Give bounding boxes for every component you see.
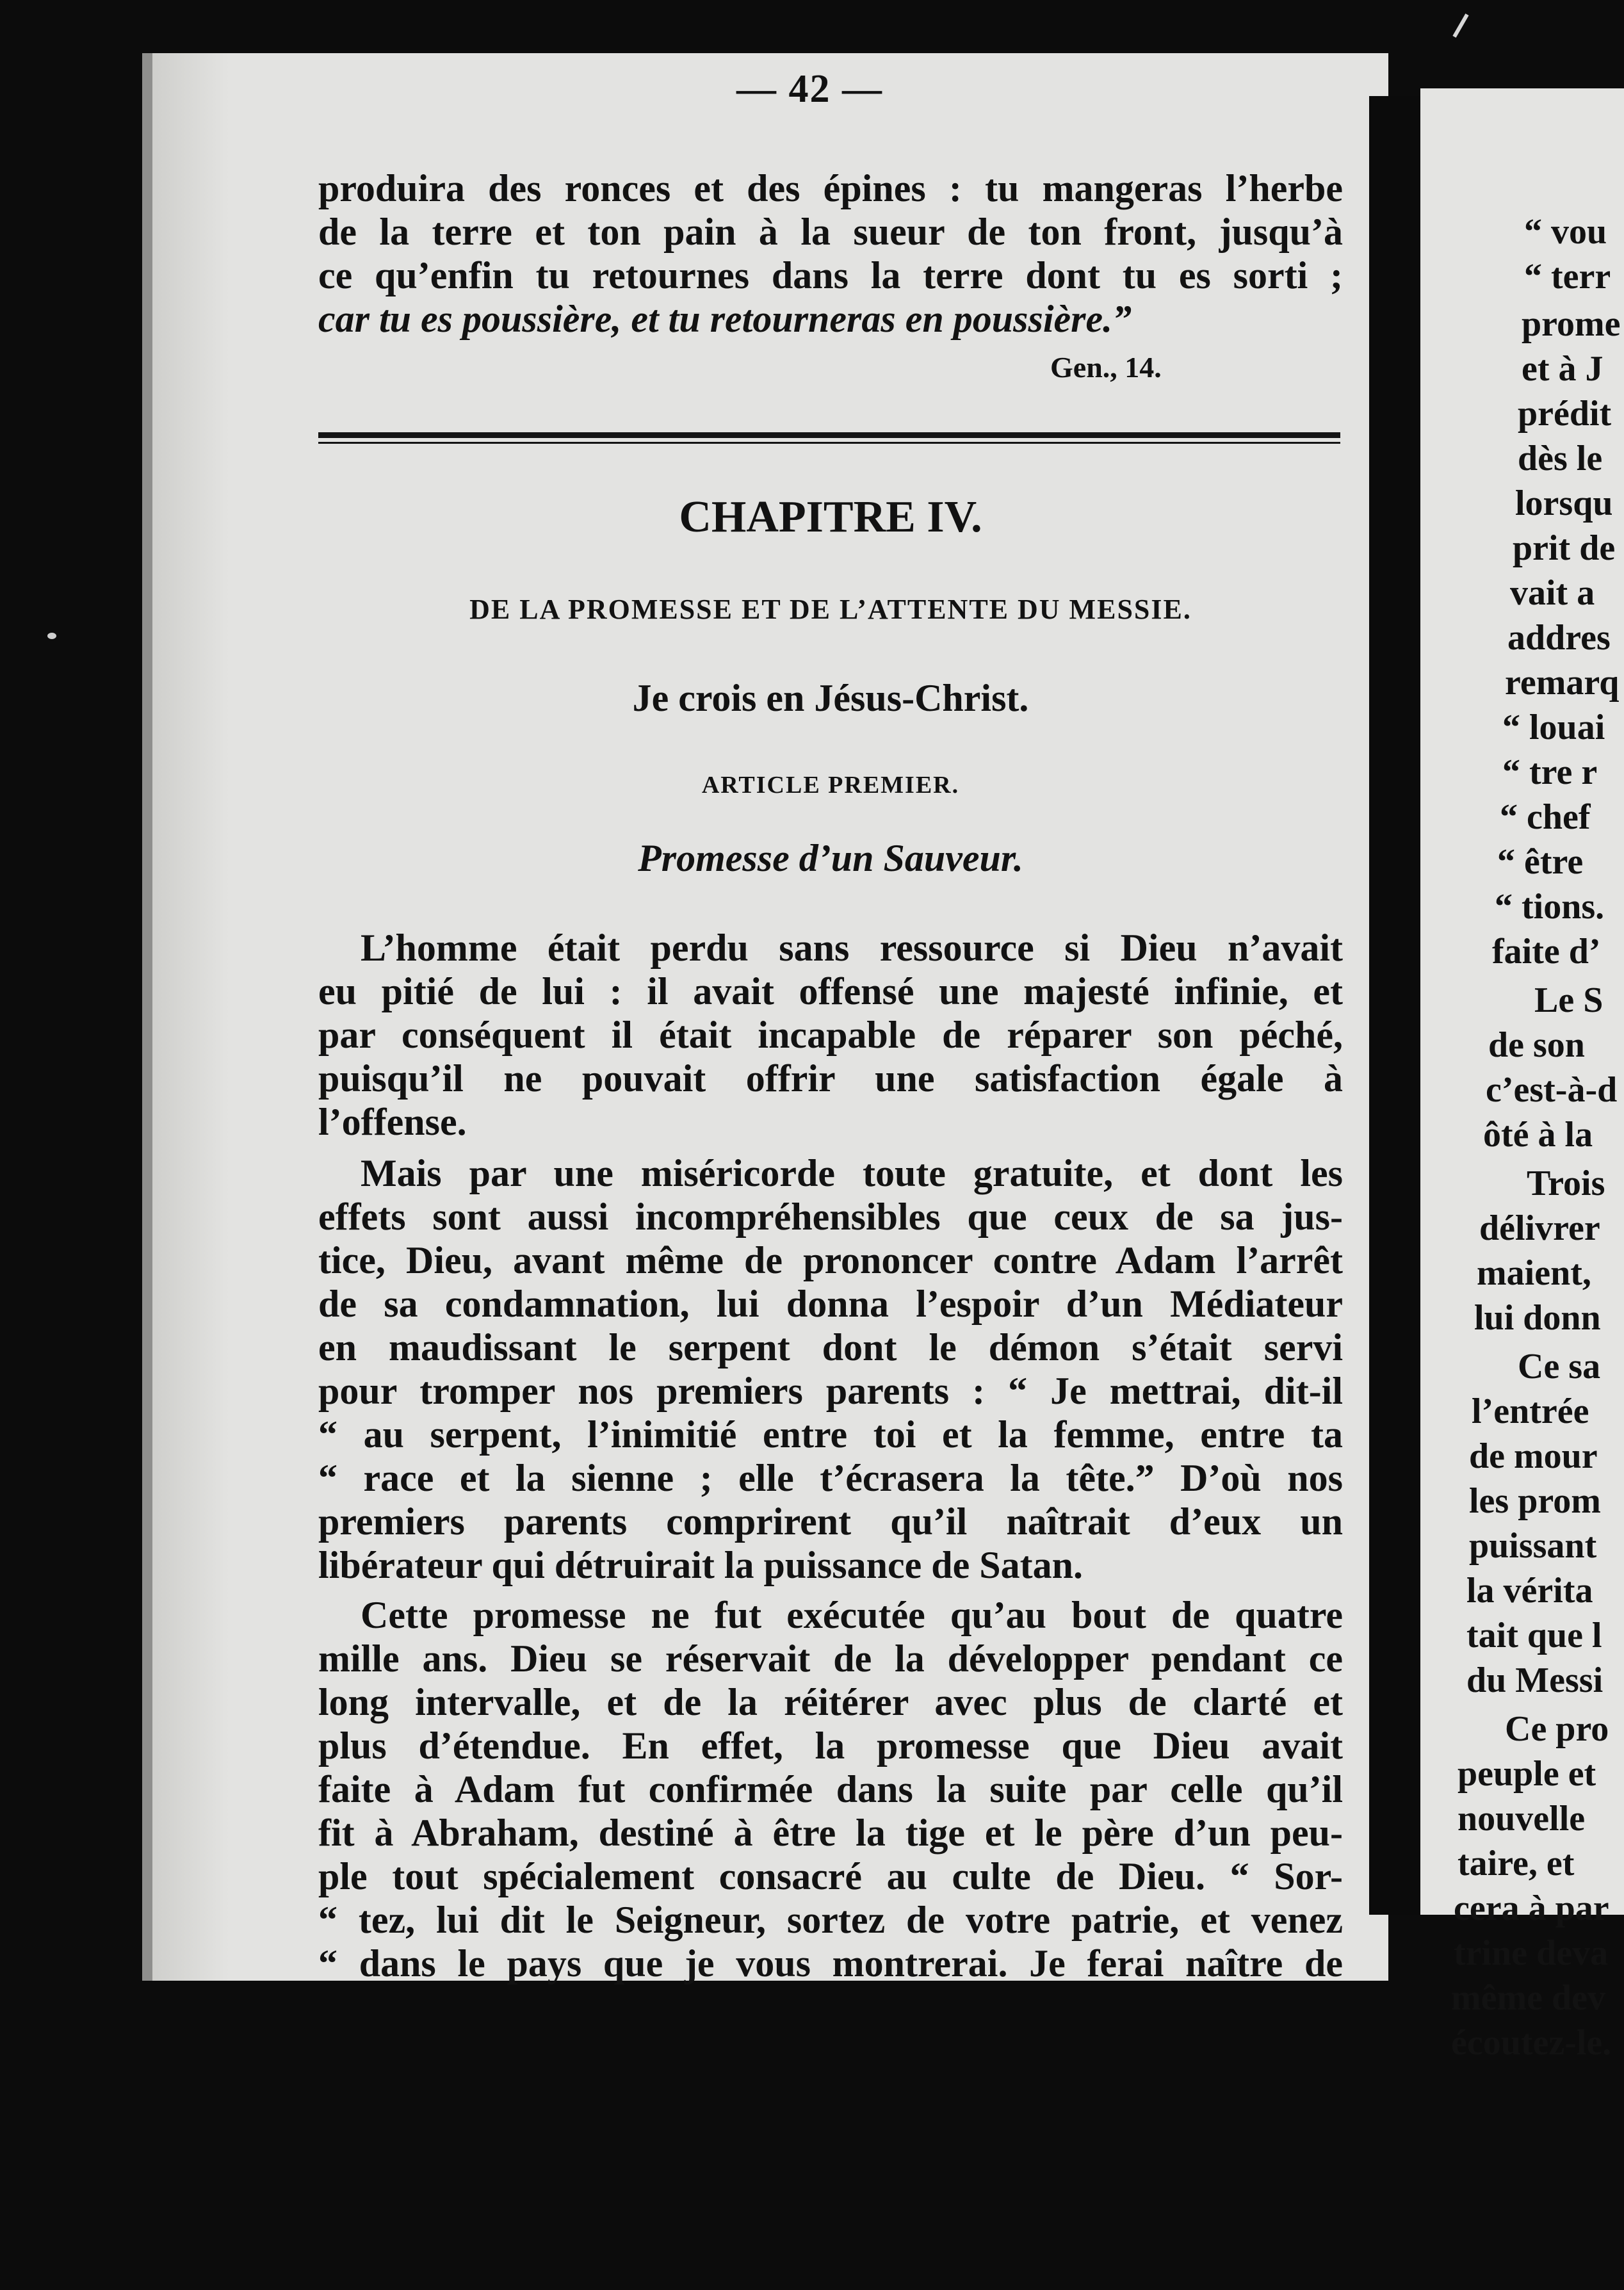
paragraph-line: tice, Dieu, avant même de prononcer contre Adam l’arrêt xyxy=(318,1239,1343,1281)
paragraph-line: eu pitié de lui : il avait offensé une majesté infinie, et xyxy=(318,970,1343,1012)
paragraph-line: “ tez, lui dit le Seigneur, sortez de votre patrie, et venez xyxy=(318,1899,1343,1941)
right-page-fragment: Ce sa xyxy=(1518,1347,1601,1386)
paragraph-line: l’offense. xyxy=(318,1101,467,1143)
right-page-fragment: délivrer xyxy=(1479,1208,1600,1248)
right-page-fragment: “ tions. xyxy=(1495,887,1605,927)
right-page-fragment: prit de xyxy=(1513,528,1616,568)
right-page-fragment: taire, et xyxy=(1458,1844,1575,1883)
right-page-fragment: et à J xyxy=(1522,349,1604,389)
right-page-fragment: du Messi xyxy=(1466,1661,1604,1700)
right-page-fragment: Trois xyxy=(1527,1164,1605,1203)
right-page-fragment: cera à par xyxy=(1454,1888,1609,1928)
right-page-fragment: puissant xyxy=(1469,1526,1597,1566)
right-page-fragment: maient, xyxy=(1477,1253,1591,1293)
paragraph-line: long intervalle, et de la réitérer avec plus de clarté et xyxy=(318,1681,1343,1723)
right-page-fragment: écoutez-le. xyxy=(1451,2023,1612,2063)
article-subtitle: Promesse d’un Sauveur. xyxy=(638,837,1023,879)
right-page-fragment: lorsqu xyxy=(1515,483,1613,523)
paragraph-line: fit à Abraham, destiné à être la tige et le père d’un peu- xyxy=(318,1812,1343,1854)
intro-line: de la terre et ton pain à la sueur de ton front, jusqu’à xyxy=(318,211,1343,253)
right-page-fragment: ôté à la xyxy=(1483,1115,1593,1155)
right-page-fragment: tait que l xyxy=(1466,1616,1602,1655)
right-page-fragment: Le S xyxy=(1534,980,1604,1020)
right-page-fragment: “ chef xyxy=(1500,797,1591,837)
paragraph-line: Mais par une miséricorde toute gratuite, et dont les xyxy=(361,1152,1343,1194)
paragraph-line: libérateur qui détruirait la puissance de Satan. xyxy=(318,1544,1083,1586)
right-page-fragment: de son xyxy=(1488,1025,1585,1065)
right-page-fragment: lui donn xyxy=(1474,1298,1601,1338)
right-page-fragment: “ être xyxy=(1497,842,1584,882)
paragraph-line: pour tromper nos premiers parents : “ Je mettrai, dit-il xyxy=(318,1370,1343,1412)
paragraph-line: mille ans. Dieu se réservait de la développer pendant ce xyxy=(318,1637,1343,1680)
paragraph-line: Cette promesse ne fut exécutée qu’au bout de quatre xyxy=(361,1594,1343,1636)
double-rule-thick xyxy=(318,432,1340,438)
paragraph-line: en maudissant le serpent dont le démon s’était servi xyxy=(318,1326,1343,1368)
right-page-fragment: addres xyxy=(1507,618,1611,658)
right-page-fragment: faite d’ xyxy=(1492,932,1601,971)
right-page-fragment: peuple et xyxy=(1458,1754,1596,1794)
right-page-fragment: l’entrée xyxy=(1472,1392,1589,1431)
scan-scratch xyxy=(1452,13,1468,38)
paragraph-line: faite à Adam fut confirmée dans la suite par celle qu’il xyxy=(318,1768,1343,1810)
paragraph-line: puisqu’il ne pouvait offrir une satisfaction égale à xyxy=(318,1057,1343,1100)
paragraph-line: “ dans le pays que je vous montrerai. Je ferai naître de xyxy=(318,1942,1343,1985)
paragraph-line: L’homme était perdu sans ressource si Dieu n’avait xyxy=(361,927,1343,969)
paragraph-line: par conséquent il était incapable de réparer son péché, xyxy=(318,1014,1343,1056)
right-page-fragment: trine deva xyxy=(1454,1933,1609,1973)
paragraph-line: “ au serpent, l’inimitié entre toi et la femme, entre ta xyxy=(318,1413,1343,1456)
creed-line: Je crois en Jésus-Christ. xyxy=(632,677,1029,719)
chapter-title: CHAPITRE IV. xyxy=(679,492,982,542)
page-number: — 42 — xyxy=(736,67,883,111)
right-page-fragment: vait a xyxy=(1510,573,1595,613)
right-page-fragment: dès le xyxy=(1518,439,1603,478)
intro-line: produira des ronces et des épines : tu mangeras l’herbe xyxy=(318,167,1343,209)
paragraph-line: effets sont aussi incompréhensibles que ceux de sa jus- xyxy=(318,1196,1343,1238)
right-page-fragment: remarq xyxy=(1505,663,1620,702)
paragraph-line: de sa condamnation, lui donna l’espoir d’un Médiateur xyxy=(318,1283,1343,1325)
paragraph-line: premiers parents comprirent qu’il naîtrait d’eux un xyxy=(318,1500,1343,1543)
right-page-fragment: de mour xyxy=(1469,1436,1598,1476)
right-page-fragment: prome xyxy=(1522,304,1621,344)
right-page-fragment: “ tre r xyxy=(1502,752,1598,792)
right-page-fragment: “ louai xyxy=(1502,708,1605,747)
right-page-fragment: nouvelle xyxy=(1458,1799,1586,1839)
right-page-fragment: Ce pro xyxy=(1505,1709,1609,1749)
right-page-fragment: “ terr xyxy=(1524,257,1611,296)
right-page-fragment: la vérita xyxy=(1466,1571,1593,1611)
bible-citation: Gen., 14. xyxy=(1050,351,1162,384)
right-page-fragment: “ vou xyxy=(1524,212,1607,252)
right-page-fragment: les prom xyxy=(1469,1481,1601,1521)
intro-line: ce qu’enfin tu retournes dans la terre dont tu es sorti ; xyxy=(318,254,1343,296)
intro-line: car tu es poussière, et tu retourneras en poussière.” xyxy=(318,298,1132,340)
article-title: ARTICLE PREMIER. xyxy=(701,772,960,799)
scan-speck xyxy=(47,633,56,639)
right-page-fragment: c’est-à-d xyxy=(1486,1070,1618,1110)
book-gutter xyxy=(1369,96,1424,1915)
paragraph-line: “ race et la sienne ; elle t’écrasera la tête.” D’où nos xyxy=(318,1457,1343,1499)
right-page-fragment: même dev xyxy=(1451,1978,1606,2018)
paragraph-line: plus d’étendue. En effet, la promesse que Dieu avait xyxy=(318,1725,1343,1767)
double-rule-thin xyxy=(318,442,1340,444)
right-page-fragment: prédit xyxy=(1518,394,1612,434)
section-title: DE LA PROMESSE ET DE L’ATTENTE DU MESSIE. xyxy=(469,594,1192,625)
paragraph-line: ple tout spécialement consacré au culte de Dieu. “ Sor- xyxy=(318,1855,1343,1897)
